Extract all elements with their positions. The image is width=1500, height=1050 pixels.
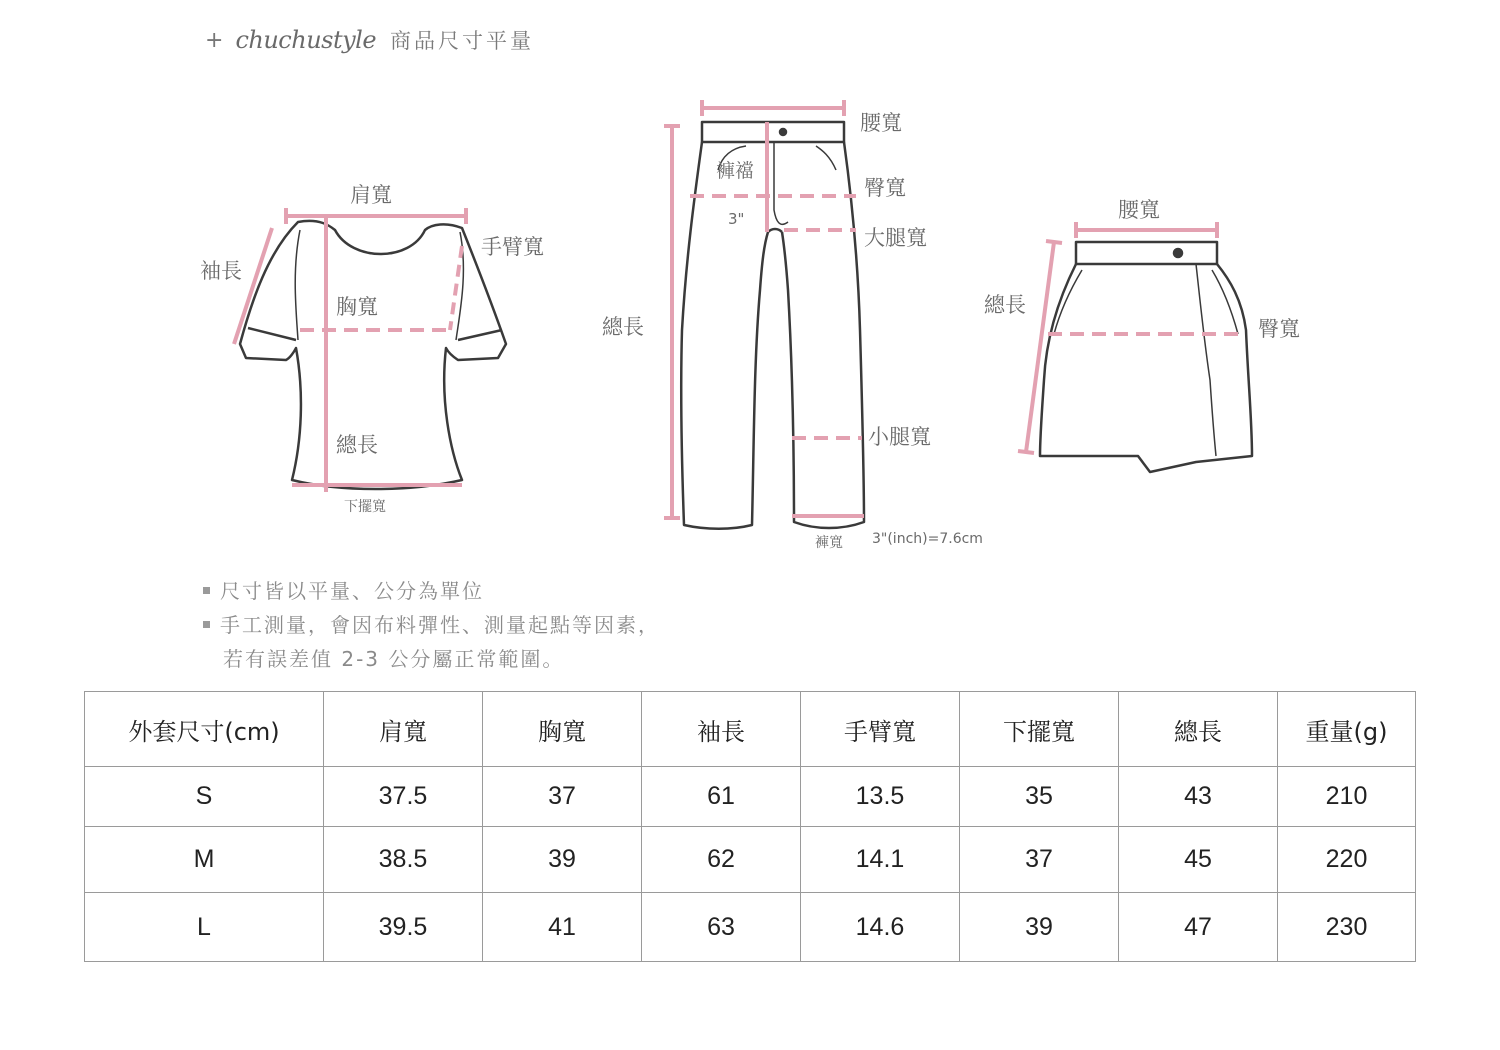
column-header-length: 總長 <box>1119 692 1278 767</box>
pants-rise-label: 褲襠 <box>716 160 755 182</box>
pants-hip-label: 臀寬 <box>864 176 906 200</box>
cell-size: S <box>85 767 324 827</box>
cell-chest: 41 <box>483 893 642 962</box>
cell-arm: 14.1 <box>801 827 960 893</box>
pants-length-label: 總長 <box>602 315 644 339</box>
note-text: 手工測量，會因布料彈性、測量起點等因素， <box>220 613 660 637</box>
page-title: 商品尺寸平量 <box>390 29 535 53</box>
cell-chest: 37 <box>483 767 642 827</box>
table-row <box>85 767 1416 827</box>
cell-size: M <box>85 827 324 893</box>
cell-length: 43 <box>1119 767 1278 827</box>
pants-calf-label: 小腿寬 <box>868 425 931 449</box>
plus-icon: + <box>205 27 224 53</box>
note-item-continued <box>203 642 660 676</box>
column-header-chest: 胸寬 <box>483 692 642 767</box>
skirt-measure-lines <box>1018 222 1246 453</box>
cell-hem: 39 <box>960 893 1119 962</box>
pants-inch-note: 3"(inch)=7.6cm <box>872 531 983 547</box>
cell-hem: 37 <box>960 827 1119 893</box>
cell-shoulder: 37.5 <box>324 767 483 827</box>
column-header-arm: 手臂寬 <box>801 692 960 767</box>
skirt-illustration <box>1040 242 1252 472</box>
bullet-icon <box>203 621 210 628</box>
table-row <box>85 827 1416 893</box>
cell-sleeve: 61 <box>642 767 801 827</box>
note-text: 尺寸皆以平量、公分為單位 <box>220 579 484 603</box>
cell-weight: 230 <box>1278 893 1416 962</box>
pants-waist-label: 腰寬 <box>860 111 902 135</box>
tshirt-length-label: 總長 <box>336 433 378 457</box>
cell-shoulder: 39.5 <box>324 893 483 962</box>
skirt-waist-label: 腰寬 <box>1118 198 1160 222</box>
bullet-icon <box>203 587 210 594</box>
tshirt-hem-label: 下擺寬 <box>344 499 386 515</box>
measurement-notes <box>203 574 660 676</box>
skirt-length-label: 總長 <box>984 293 1026 317</box>
cell-weight: 220 <box>1278 827 1416 893</box>
note-item <box>203 608 660 642</box>
brand-logo: chuchustyle <box>235 26 377 54</box>
pants-illustration <box>681 122 864 529</box>
cell-arm: 14.6 <box>801 893 960 962</box>
tshirt-shoulder-label: 肩寬 <box>350 183 392 207</box>
cell-size: L <box>85 893 324 962</box>
column-header-weight: 重量(g) <box>1278 692 1416 767</box>
cell-length: 45 <box>1119 827 1278 893</box>
skirt-hip-label: 臀寬 <box>1258 317 1300 341</box>
tshirt-arm-label: 手臂寬 <box>481 235 544 259</box>
cell-chest: 39 <box>483 827 642 893</box>
pants-rise-mark: 3" <box>728 210 745 228</box>
tshirt-chest-label: 胸寬 <box>336 295 378 319</box>
tshirt-sleeve-label: 袖長 <box>200 259 242 283</box>
pants-thigh-label: 大腿寬 <box>864 226 927 250</box>
pants-leg-opening-label: 褲寬 <box>815 535 843 551</box>
cell-hem: 35 <box>960 767 1119 827</box>
column-header-hem: 下擺寬 <box>960 692 1119 767</box>
cell-length: 47 <box>1119 893 1278 962</box>
table-header-row <box>85 692 1416 767</box>
column-header-size: 外套尺寸(cm) <box>85 692 324 767</box>
pants-measure-lines <box>664 100 864 518</box>
table-row <box>85 893 1416 962</box>
cell-sleeve: 62 <box>642 827 801 893</box>
column-header-shoulder: 肩寬 <box>324 692 483 767</box>
cell-weight: 210 <box>1278 767 1416 827</box>
note-item <box>203 574 660 608</box>
cell-arm: 13.5 <box>801 767 960 827</box>
column-header-sleeve: 袖長 <box>642 692 801 767</box>
note-text: 若有誤差值 2-3 公分屬正常範圍。 <box>223 647 565 671</box>
cell-sleeve: 63 <box>642 893 801 962</box>
cell-shoulder: 38.5 <box>324 827 483 893</box>
size-table <box>84 691 1416 962</box>
